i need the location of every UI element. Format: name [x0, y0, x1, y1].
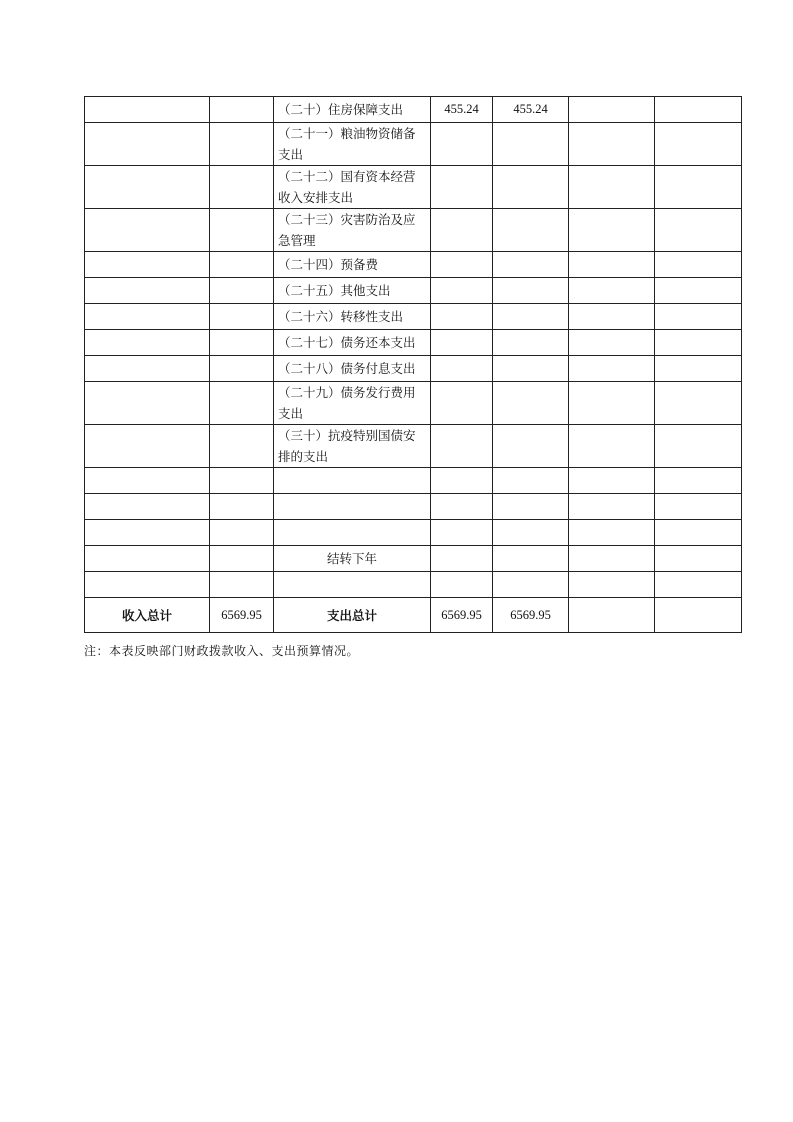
expense-item-cell: （三十）抗疫特别国债安排的支出	[274, 425, 431, 468]
table-note: 注：本表反映部门财政拨款收入、支出预算情况。	[84, 644, 360, 658]
expense-capital-total	[655, 598, 742, 633]
expense-capital-cell	[655, 97, 742, 123]
income-item-cell	[85, 546, 210, 572]
expense-general-cell	[493, 468, 569, 494]
expense-general-cell	[493, 166, 569, 209]
income-amount-cell	[210, 330, 274, 356]
expense-total-cell	[431, 356, 493, 382]
expense-general-cell	[493, 330, 569, 356]
expense-total-cell	[431, 382, 493, 425]
expense-item-cell: 结转下年	[274, 546, 431, 572]
expense-total-cell: 455.24	[431, 97, 493, 123]
income-total-value: 6569.95	[210, 598, 274, 633]
expense-capital-cell	[655, 123, 742, 166]
expense-fund-cell	[569, 166, 655, 209]
expense-item-cell: （二十六）转移性支出	[274, 304, 431, 330]
expense-general-cell	[493, 520, 569, 546]
table-row	[85, 304, 742, 330]
table-body	[85, 97, 742, 633]
expense-capital-cell	[655, 209, 742, 252]
expense-fund-cell	[569, 123, 655, 166]
expense-item-cell: （二十一）粮油物资储备支出	[274, 123, 431, 166]
expense-total-cell	[431, 166, 493, 209]
expense-fund-cell	[569, 252, 655, 278]
income-amount-cell	[210, 278, 274, 304]
income-item-cell	[85, 209, 210, 252]
expense-item-cell: （二十七）债务还本支出	[274, 330, 431, 356]
expense-capital-cell	[655, 382, 742, 425]
income-item-cell	[85, 304, 210, 330]
income-amount-cell	[210, 97, 274, 123]
expense-total-cell	[431, 468, 493, 494]
expense-item-cell: （二十四）预备费	[274, 252, 431, 278]
expense-total-cell	[431, 546, 493, 572]
expense-fund-cell	[569, 425, 655, 468]
expense-capital-cell	[655, 330, 742, 356]
table-row	[85, 425, 742, 468]
expense-capital-cell	[655, 252, 742, 278]
expense-fund-cell	[569, 520, 655, 546]
expense-item-cell: （二十二）国有资本经营收入安排支出	[274, 166, 431, 209]
income-amount-cell	[210, 304, 274, 330]
expense-item-cell	[274, 468, 431, 494]
income-amount-cell	[210, 356, 274, 382]
expense-general-cell	[493, 494, 569, 520]
expense-total-cell	[431, 572, 493, 598]
income-total-label: 收入总计	[85, 598, 210, 633]
expense-item-cell	[274, 494, 431, 520]
expense-fund-cell	[569, 468, 655, 494]
expense-general-cell	[493, 382, 569, 425]
expense-item-cell: （二十）住房保障支出	[274, 97, 431, 123]
income-item-cell	[85, 166, 210, 209]
expense-general-cell	[493, 252, 569, 278]
table-row	[85, 123, 742, 166]
expense-general-cell	[493, 572, 569, 598]
expense-total-cell	[431, 252, 493, 278]
income-item-cell	[85, 494, 210, 520]
income-amount-cell	[210, 546, 274, 572]
expense-total-label: 支出总计	[274, 598, 431, 633]
income-item-cell	[85, 468, 210, 494]
income-item-cell	[85, 252, 210, 278]
table-row	[85, 494, 742, 520]
table-row	[85, 252, 742, 278]
expense-capital-cell	[655, 494, 742, 520]
income-amount-cell	[210, 468, 274, 494]
expense-general-cell	[493, 356, 569, 382]
expense-fund-cell	[569, 97, 655, 123]
table-row	[85, 546, 742, 572]
expense-item-cell: （二十五）其他支出	[274, 278, 431, 304]
income-item-cell	[85, 382, 210, 425]
expense-fund-cell	[569, 546, 655, 572]
income-item-cell	[85, 278, 210, 304]
income-amount-cell	[210, 209, 274, 252]
expense-capital-cell	[655, 166, 742, 209]
expense-total-cell	[431, 304, 493, 330]
income-amount-cell	[210, 425, 274, 468]
expense-total-value: 6569.95	[431, 598, 493, 633]
expense-total-cell	[431, 425, 493, 468]
income-item-cell	[85, 330, 210, 356]
expense-general-total: 6569.95	[493, 598, 569, 633]
table-row	[85, 166, 742, 209]
income-amount-cell	[210, 572, 274, 598]
expense-general-cell	[493, 209, 569, 252]
expense-capital-cell	[655, 356, 742, 382]
table-row	[85, 572, 742, 598]
expense-general-cell	[493, 123, 569, 166]
expense-general-cell	[493, 304, 569, 330]
expense-item-cell: （二十三）灾害防治及应急管理	[274, 209, 431, 252]
expense-fund-cell	[569, 278, 655, 304]
income-item-cell	[85, 356, 210, 382]
income-item-cell	[85, 572, 210, 598]
expense-total-cell	[431, 209, 493, 252]
expense-item-cell: （二十八）债务付息支出	[274, 356, 431, 382]
expense-fund-cell	[569, 330, 655, 356]
expense-general-cell: 455.24	[493, 97, 569, 123]
expense-fund-total	[569, 598, 655, 633]
expense-item-cell	[274, 572, 431, 598]
table-row	[85, 97, 742, 123]
income-item-cell	[85, 97, 210, 123]
expense-fund-cell	[569, 356, 655, 382]
income-amount-cell	[210, 494, 274, 520]
budget-sheet	[84, 96, 741, 633]
table-row	[85, 382, 742, 425]
expense-item-cell	[274, 520, 431, 546]
expense-fund-cell	[569, 494, 655, 520]
income-item-cell	[85, 425, 210, 468]
expense-capital-cell	[655, 425, 742, 468]
table-row	[85, 209, 742, 252]
expense-capital-cell	[655, 278, 742, 304]
expense-fund-cell	[569, 304, 655, 330]
expense-fund-cell	[569, 209, 655, 252]
expense-capital-cell	[655, 468, 742, 494]
income-amount-cell	[210, 520, 274, 546]
income-amount-cell	[210, 166, 274, 209]
expense-total-cell	[431, 520, 493, 546]
income-amount-cell	[210, 382, 274, 425]
table-row	[85, 520, 742, 546]
expense-fund-cell	[569, 572, 655, 598]
income-amount-cell	[210, 123, 274, 166]
table-row	[85, 278, 742, 304]
income-item-cell	[85, 520, 210, 546]
expense-general-cell	[493, 278, 569, 304]
table-row	[85, 468, 742, 494]
table-row	[85, 356, 742, 382]
expense-total-cell	[431, 278, 493, 304]
income-amount-cell	[210, 252, 274, 278]
expense-item-cell: （二十九）债务发行费用支出	[274, 382, 431, 425]
expense-general-cell	[493, 425, 569, 468]
expense-total-cell	[431, 330, 493, 356]
table-row	[85, 330, 742, 356]
expense-general-cell	[493, 546, 569, 572]
budget-table	[84, 96, 742, 633]
expense-fund-cell	[569, 382, 655, 425]
expense-total-cell	[431, 123, 493, 166]
expense-total-cell	[431, 494, 493, 520]
expense-capital-cell	[655, 546, 742, 572]
expense-capital-cell	[655, 520, 742, 546]
totals-row	[85, 598, 742, 633]
expense-capital-cell	[655, 304, 742, 330]
income-item-cell	[85, 123, 210, 166]
expense-capital-cell	[655, 572, 742, 598]
